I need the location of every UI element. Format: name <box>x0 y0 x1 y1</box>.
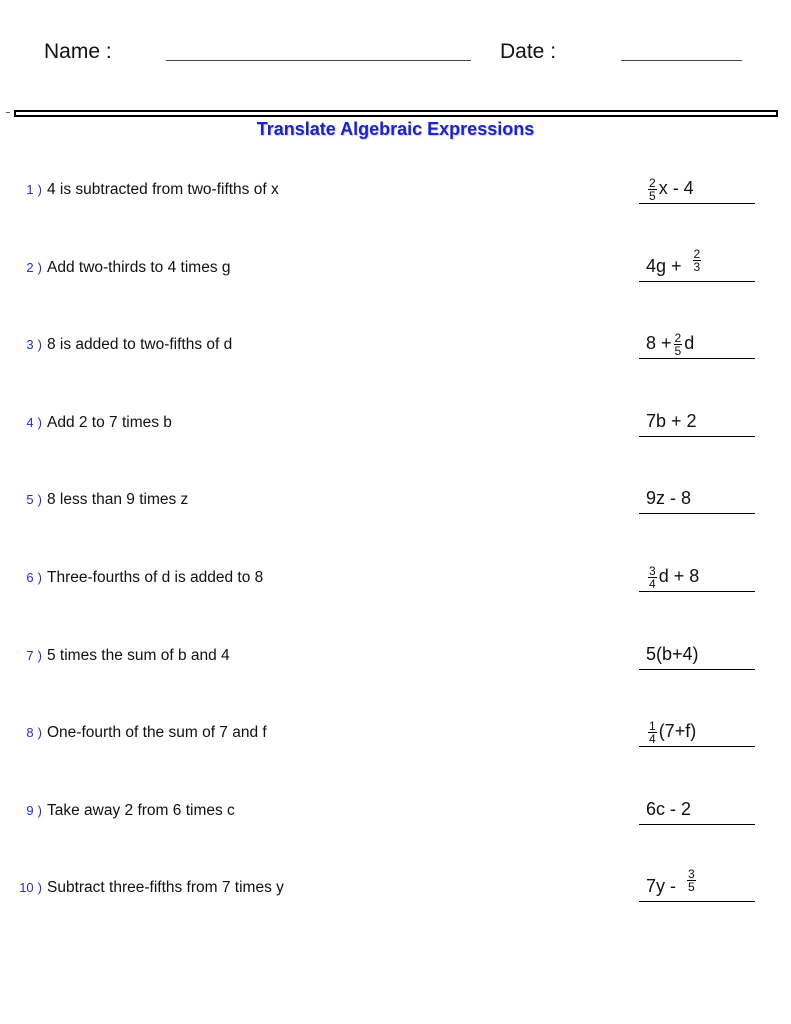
date-field-line[interactable] <box>621 60 742 61</box>
question-text: Add two-thirds to 4 times g <box>47 258 231 276</box>
question-number: 10 ) <box>19 880 42 896</box>
rule-dash <box>6 112 10 113</box>
question-number: 5 ) <box>26 492 42 508</box>
answer-expression <box>646 717 697 747</box>
answer-expression <box>646 562 700 591</box>
answer-line[interactable] <box>639 324 755 359</box>
answer-line[interactable] <box>639 169 755 204</box>
question-item <box>0 724 267 742</box>
question-number: 8 ) <box>26 725 42 741</box>
answer-prefix: 4g + <box>646 255 687 276</box>
answer-expression <box>646 488 691 509</box>
name-field-line[interactable] <box>166 60 471 61</box>
answer-expression <box>646 799 691 820</box>
worksheet-title: Translate Algebraic Expressions <box>256 119 535 139</box>
fraction-numerator: 2 <box>674 331 682 346</box>
fraction-denominator: 5 <box>649 189 656 203</box>
answer-prefix: 8 + <box>646 333 672 354</box>
fraction <box>648 720 657 745</box>
answer-expression <box>646 329 695 359</box>
answer-prefix: 5(b+4) <box>646 643 699 664</box>
question-text: Take away 2 from 6 times c <box>47 801 235 819</box>
answer-prefix: 6c - 2 <box>646 798 692 819</box>
question-number: 6 ) <box>26 570 42 585</box>
name-label: Name : <box>44 40 112 63</box>
question-text: 8 is added to two-fifths of d <box>47 336 233 354</box>
answer-prefix: 9z - 8 <box>646 488 692 509</box>
header-divider <box>14 110 778 117</box>
question-number: 9 ) <box>26 802 42 818</box>
fraction-numerator: 3 <box>649 564 656 578</box>
fraction-numerator: 2 <box>649 176 656 190</box>
answer-expression <box>646 174 694 203</box>
question-item <box>0 259 231 277</box>
answer-line[interactable] <box>639 867 755 902</box>
fraction-denominator: 5 <box>688 880 695 895</box>
question-number: 7 ) <box>26 647 42 663</box>
question-item <box>0 802 235 820</box>
answer-suffix: d + 8 <box>658 566 700 586</box>
fraction-denominator: 4 <box>649 577 656 591</box>
answer-line[interactable] <box>639 635 755 670</box>
answer-line[interactable] <box>639 479 755 514</box>
answer-suffix: x - 4 <box>658 178 694 198</box>
question-item <box>0 569 263 587</box>
question-text: 8 less than 9 times z <box>47 491 189 509</box>
answer-prefix: 7y - <box>646 876 682 897</box>
question-item <box>0 414 172 432</box>
answer-line[interactable] <box>639 402 755 437</box>
question-text: 4 is subtracted from two-fifths of x <box>47 181 279 198</box>
question-number: 1 ) <box>26 182 42 197</box>
answer-line[interactable] <box>639 247 755 282</box>
question-item <box>0 879 284 897</box>
answer-expression <box>646 411 697 432</box>
fraction-denominator: 3 <box>693 259 701 274</box>
answer-expression <box>646 867 698 897</box>
answer-suffix: d <box>684 333 695 354</box>
question-item <box>0 336 232 354</box>
answer-line[interactable] <box>639 712 755 747</box>
fraction-denominator: 4 <box>649 732 656 747</box>
answer-line[interactable] <box>639 557 755 592</box>
answer-expression <box>646 246 703 277</box>
answer-line[interactable] <box>639 790 755 825</box>
fraction-numerator: 2 <box>693 246 701 261</box>
question-text: Three-fourths of d is added to 8 <box>47 569 264 586</box>
answer-prefix: 7b + 2 <box>646 410 697 431</box>
fraction <box>693 248 702 273</box>
fraction-denominator: 5 <box>674 344 682 359</box>
fraction <box>687 868 696 893</box>
question-item <box>0 491 188 509</box>
question-number: 2 ) <box>26 259 42 275</box>
answer-expression <box>646 644 699 665</box>
question-item <box>0 647 230 665</box>
question-item <box>0 181 279 199</box>
fraction <box>648 177 657 202</box>
fraction <box>648 565 657 590</box>
question-text: 5 times the sum of b and 4 <box>47 646 230 664</box>
answer-suffix: (7+f) <box>658 721 697 742</box>
fraction-numerator: 1 <box>649 719 656 734</box>
fraction <box>674 332 683 357</box>
date-label: Date : <box>500 40 557 63</box>
question-number: 4 ) <box>26 414 42 430</box>
question-text: Subtract three-fifths from 7 times y <box>47 879 284 897</box>
question-text: Add 2 to 7 times b <box>47 413 172 431</box>
fraction-numerator: 3 <box>688 867 695 882</box>
question-number: 3 ) <box>26 337 42 353</box>
question-text: One-fourth of the sum of 7 and f <box>47 724 267 742</box>
